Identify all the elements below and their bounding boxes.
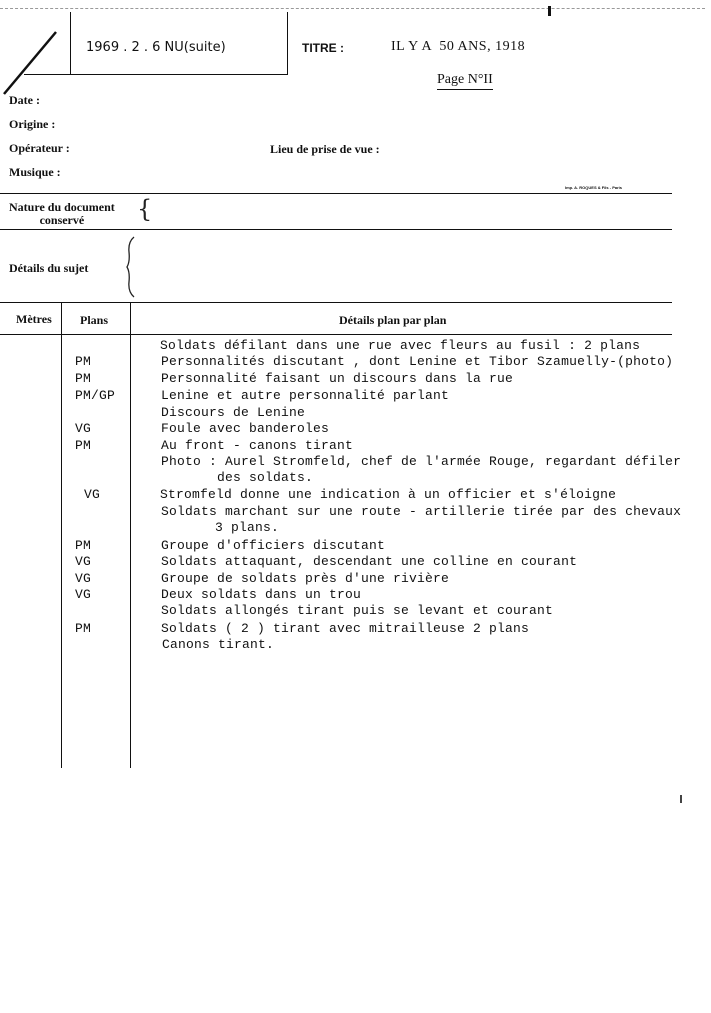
page-number: Page N°II — [437, 72, 493, 90]
row-plan: PM/GP — [75, 388, 116, 403]
details-sujet-label: Détails du sujet — [9, 261, 89, 275]
row-plan: VG — [75, 421, 92, 436]
row-text: Deux soldats dans un trou — [161, 587, 362, 602]
rule-below-nature — [0, 229, 672, 230]
date-label: Date : — [9, 93, 40, 107]
rule-below-col-headers — [0, 334, 672, 335]
titre-label: TITRE : — [302, 41, 344, 55]
details-brace — [124, 236, 138, 298]
pen-stroke — [0, 28, 60, 98]
document-ref: 1969 . 2 . 6 NU(suite) — [86, 40, 226, 55]
row-text: Lenine et autre personnalité parlant — [161, 388, 450, 403]
scan-mark — [548, 6, 551, 16]
musique-label: Musique : — [9, 165, 61, 179]
row-text: Personnalités discutant , dont Lenine et Tibor Szamuelly-(photo) — [161, 354, 674, 369]
row-text: Au front - canons tirant — [161, 438, 354, 453]
lieu-label: Lieu de prise de vue : — [270, 142, 380, 156]
row-text: des soldats. — [217, 470, 314, 485]
top-rule — [0, 8, 705, 9]
row-text: Soldats marchant sur une route - artillerie tirée par des chevaux — [161, 504, 682, 519]
row-plan: PM — [75, 438, 92, 453]
printer-imprint: Imp. A. ROQUES & Fils - Paris — [565, 185, 622, 190]
col-header-metres: Mètres — [16, 312, 52, 326]
col-header-details: Détails plan par plan — [339, 313, 447, 327]
row-plan: VG — [75, 554, 92, 569]
header-box-left — [70, 12, 71, 74]
row-text: Soldats attaquant, descendant une colline en courant — [161, 554, 578, 569]
col-header-plans: Plans — [80, 313, 109, 327]
row-text: Soldats défilant dans une rue avec fleurs au fusil : 2 plans — [160, 338, 641, 353]
nature-label-line2: conservé — [39, 213, 85, 227]
header-box-right — [287, 12, 288, 74]
operateur-label: Opérateur : — [9, 141, 70, 155]
row-plan: PM — [75, 621, 92, 636]
row-plan: PM — [75, 538, 92, 553]
row-text: Groupe de soldats près d'une rivière — [161, 571, 450, 586]
row-plan: VG — [75, 587, 92, 602]
row-text: Discours de Lenine — [161, 405, 306, 420]
nature-label-line1: Nature du document — [9, 200, 115, 214]
row-text: Stromfeld donne une indication à un officier et s'éloigne — [160, 487, 617, 502]
rule-above-table — [0, 302, 672, 303]
row-text: Photo : Aurel Stromfeld, chef de l'armée Rouge, regardant défiler — [161, 454, 682, 469]
origine-label: Origine : — [9, 117, 56, 131]
row-plan: PM — [75, 354, 92, 369]
rule-top-nature — [0, 193, 672, 194]
row-text: Foule avec banderoles — [161, 421, 330, 436]
titre-value: IL Y A 50 ANS, 1918 — [391, 39, 526, 54]
header-box-bottom — [24, 74, 288, 75]
row-text: Canons tirant. — [162, 637, 275, 652]
row-text: Soldats ( 2 ) tirant avec mitrailleuse 2 plans — [161, 621, 530, 636]
row-plan: PM — [75, 371, 92, 386]
scan-mark — [680, 795, 682, 803]
row-text: Soldats allongés tirant puis se levant et courant — [161, 603, 554, 618]
col-divider-2 — [130, 303, 131, 768]
col-divider-1 — [61, 303, 62, 768]
nature-label — [9, 201, 115, 227]
row-plan: VG — [75, 571, 92, 586]
nature-brace: { — [137, 195, 153, 223]
row-text: 3 plans. — [215, 520, 280, 535]
row-plan: VG — [84, 487, 101, 502]
row-text: Personnalité faisant un discours dans la rue — [161, 371, 514, 386]
row-text: Groupe d'officiers discutant — [161, 538, 386, 553]
